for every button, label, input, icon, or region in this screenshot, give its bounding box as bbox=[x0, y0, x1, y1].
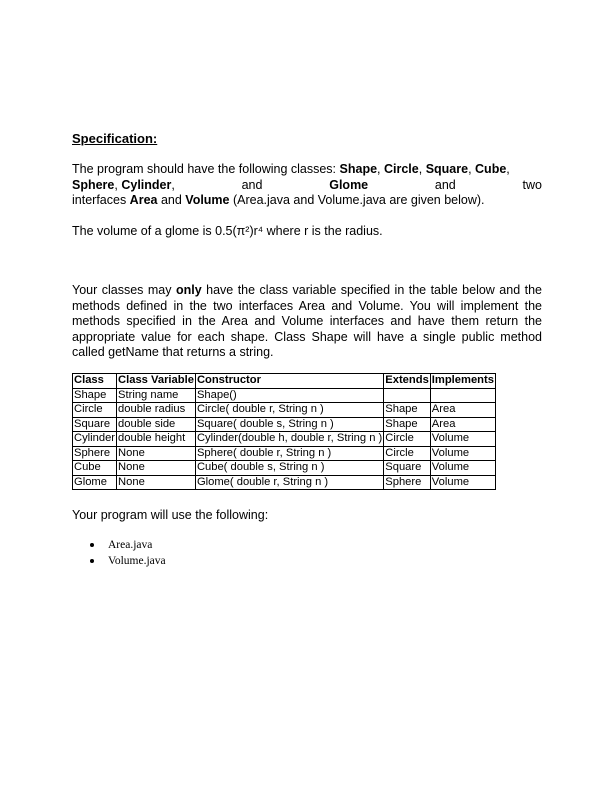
interface-area: Area bbox=[129, 193, 158, 207]
table-cell bbox=[430, 388, 495, 403]
intro-line-1 bbox=[72, 162, 542, 178]
header-implements: Implements bbox=[431, 374, 494, 387]
word-and: and bbox=[241, 177, 263, 192]
table-cell: Sphere bbox=[73, 446, 117, 461]
header-class-variable: Class Variable bbox=[118, 374, 194, 387]
table-cell: Volume bbox=[430, 475, 495, 490]
table-row bbox=[73, 475, 496, 490]
table-cell: String name bbox=[117, 388, 196, 403]
table-cell: Square bbox=[73, 417, 117, 432]
separator: , bbox=[171, 177, 175, 192]
class-shape: Shape bbox=[339, 162, 378, 176]
separator: , bbox=[418, 162, 426, 176]
intro-text: (Area.java and Volume.java are given below). bbox=[229, 193, 485, 207]
table-cell: Glome( double r, String n ) bbox=[195, 475, 383, 490]
table-cell: Shape bbox=[384, 417, 431, 432]
table-row bbox=[73, 417, 496, 432]
table-cell: Circle bbox=[384, 432, 431, 447]
table-cell: Glome bbox=[73, 475, 117, 490]
table-cell: Area bbox=[430, 403, 495, 418]
file-name: Volume.java bbox=[108, 555, 166, 567]
table-cell: Volume bbox=[430, 461, 495, 476]
file-list bbox=[90, 537, 166, 569]
interface-volume: Volume bbox=[185, 193, 230, 207]
table-cell: Shape bbox=[384, 403, 431, 418]
table-cell: None bbox=[117, 461, 196, 476]
word-and: and bbox=[157, 193, 186, 207]
table-row bbox=[73, 446, 496, 461]
intro-line-3 bbox=[72, 193, 542, 209]
volume-note: The volume of a glome is 0.5(π²)r⁴ where r is the radius. bbox=[72, 224, 383, 238]
class-cube: Cube bbox=[475, 162, 507, 176]
table-cell: Shape() bbox=[195, 388, 383, 403]
table-cell: Volume bbox=[430, 446, 495, 461]
separator: , bbox=[114, 177, 122, 192]
list-item bbox=[90, 537, 166, 553]
emphasis-only: only bbox=[175, 283, 202, 297]
table-cell: double side bbox=[117, 417, 196, 432]
word-two: two bbox=[522, 177, 542, 192]
bullet-icon bbox=[90, 559, 94, 563]
sphere-cylinder-group bbox=[72, 178, 175, 194]
table-cell: Area bbox=[430, 417, 495, 432]
table-cell: Cylinder bbox=[74, 432, 116, 445]
bullet-icon bbox=[90, 543, 94, 547]
list-item bbox=[90, 553, 166, 569]
class-cylinder: Cylinder bbox=[121, 177, 172, 192]
table-cell: Cube bbox=[73, 461, 117, 476]
table-row bbox=[73, 388, 496, 403]
table-row bbox=[73, 461, 496, 476]
table-cell: Sphere( double r, String n ) bbox=[195, 446, 383, 461]
section-heading: Specification: bbox=[72, 131, 158, 146]
following-text: Your program will use the following: bbox=[72, 508, 269, 522]
table-cell: None bbox=[117, 475, 196, 490]
intro-line-2 bbox=[72, 178, 542, 194]
intro-text: interfaces bbox=[72, 193, 130, 207]
table-cell: Volume bbox=[430, 432, 495, 447]
class-glome: Glome bbox=[329, 177, 369, 192]
table-cell: double radius bbox=[117, 403, 196, 418]
classes-text: Your classes may bbox=[72, 283, 176, 297]
classes-paragraph bbox=[72, 283, 542, 361]
table-cell: Circle( double r, String n ) bbox=[195, 403, 383, 418]
file-name: Area.java bbox=[108, 539, 153, 551]
table-cell: Shape bbox=[73, 388, 117, 403]
table-cell: Cylinder(double h, double r, String n ) bbox=[196, 432, 383, 445]
class-circle: Circle bbox=[383, 162, 419, 176]
table-row bbox=[73, 432, 496, 447]
table-cell: Sphere bbox=[384, 475, 431, 490]
header-extends: Extends bbox=[385, 374, 429, 387]
intro-text: The program should have the following classes: bbox=[72, 162, 340, 176]
table-row bbox=[73, 403, 496, 418]
header-class: Class bbox=[73, 374, 117, 389]
header-constructor: Constructor bbox=[195, 374, 383, 389]
table-cell: Square( double s, String n ) bbox=[195, 417, 383, 432]
table-cell: Cube( double s, String n ) bbox=[195, 461, 383, 476]
classes-text: have the class variable specified in the table below and the methods defined in the two interfaces Area and Volume. You will implement the methods specified in the Area and Volume interfaces and have them return the appropriate value for each shape. Class Shape will have a single public method called getName that returns a string. bbox=[72, 283, 542, 359]
table-cell bbox=[384, 388, 431, 403]
table-cell: double height bbox=[117, 432, 196, 447]
separator: , bbox=[377, 162, 384, 176]
separator: , bbox=[468, 162, 476, 176]
class-spec-table bbox=[72, 373, 496, 490]
table-cell: Circle bbox=[384, 446, 431, 461]
word-and: and bbox=[434, 177, 456, 192]
table-cell: None bbox=[117, 446, 196, 461]
intro-paragraph bbox=[72, 162, 542, 209]
class-square: Square bbox=[425, 162, 469, 176]
separator: , bbox=[506, 162, 510, 176]
class-sphere: Sphere bbox=[72, 177, 115, 192]
table-cell: Circle bbox=[73, 403, 117, 418]
table-header-row bbox=[73, 374, 496, 389]
table-cell: Square bbox=[384, 461, 431, 476]
